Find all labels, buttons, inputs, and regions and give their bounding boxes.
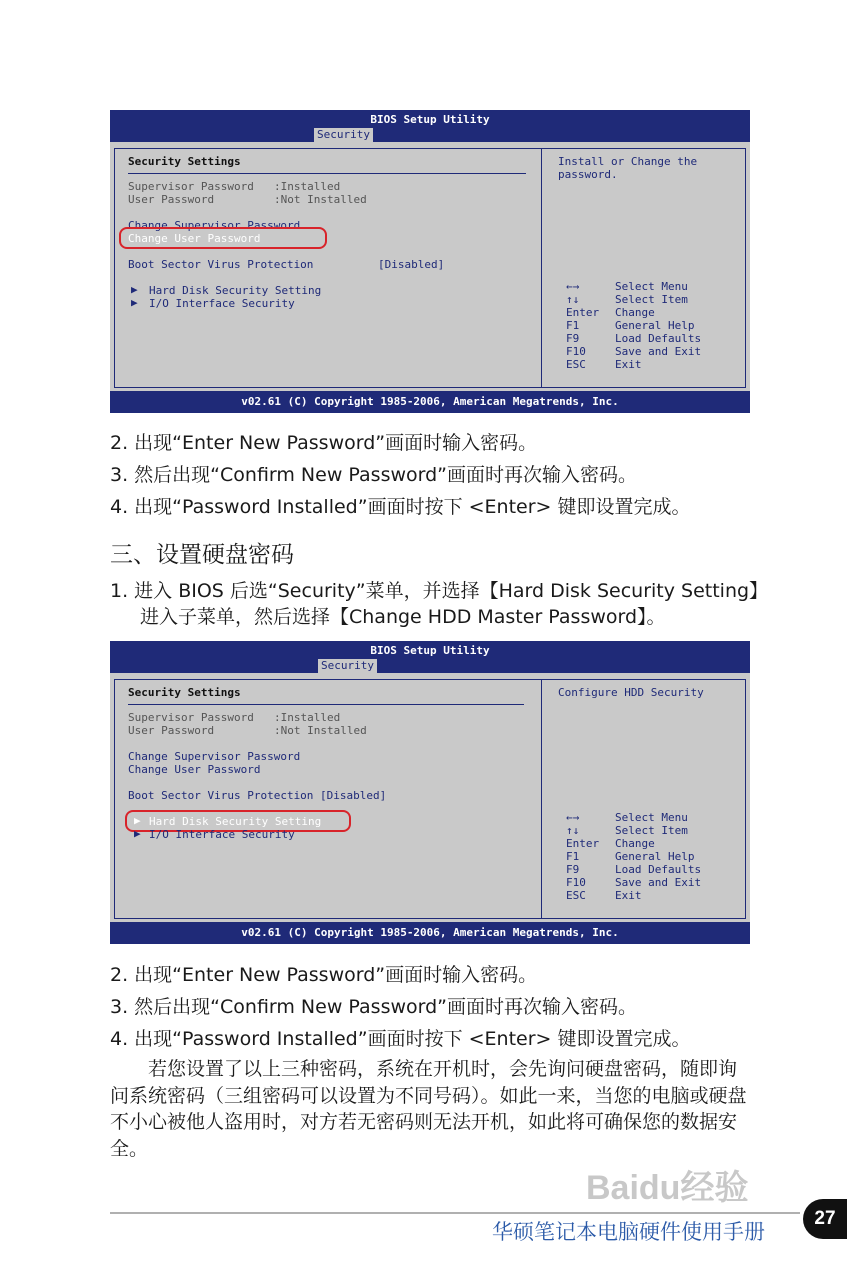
- key-action: Select Item: [615, 293, 688, 306]
- step-item: 2. 出现“Enter New Password”画面时输入密码。: [110, 964, 538, 986]
- key-action: Change: [615, 306, 655, 319]
- heading-rule: [128, 173, 526, 174]
- submenu-arrow-icon: ▶: [134, 827, 141, 840]
- key-action: Select Item: [615, 824, 688, 837]
- user-password-label: User Password: [128, 724, 215, 737]
- bios-divider: [541, 680, 542, 918]
- bios-screen-1: [110, 110, 750, 413]
- submenu-arrow-icon: ▶: [134, 814, 141, 827]
- page-number: 27: [803, 1199, 847, 1239]
- bios-main-frame: [114, 148, 746, 388]
- key-action: Change: [615, 837, 655, 850]
- key-name: ↑↓: [566, 824, 580, 837]
- supervisor-password-status: :Installed: [274, 180, 341, 193]
- key-name: F9: [566, 332, 580, 345]
- security-settings-heading: Security Settings: [128, 155, 241, 168]
- tab-security[interactable]: Security: [314, 128, 373, 142]
- supervisor-password-label: Supervisor Password: [128, 711, 254, 724]
- key-action: Select Menu: [615, 280, 688, 293]
- key-action: Load Defaults: [615, 863, 702, 876]
- user-password-label: User Password: [128, 193, 215, 206]
- key-name: Enter: [566, 837, 600, 850]
- key-action: Exit: [615, 358, 642, 371]
- boot-sector-virus-protection-item[interactable]: Boot Sector Virus Protection: [128, 258, 314, 271]
- key-name: F10: [566, 345, 586, 358]
- key-name: ←→: [566, 280, 580, 293]
- key-action: Exit: [615, 889, 642, 902]
- supervisor-password-status: :Installed: [274, 711, 341, 724]
- key-action: General Help: [615, 319, 695, 332]
- key-name: F1: [566, 319, 580, 332]
- user-password-status: :Not Installed: [274, 724, 367, 737]
- step-item-continuation: 进入子菜单，然后选择【Change HDD Master Password】。: [140, 606, 666, 628]
- step-item: 3. 然后出现“Confirm New Password”画面时再次输入密码。: [110, 996, 638, 1018]
- bios-divider: [541, 149, 542, 387]
- change-supervisor-password-item[interactable]: Change Supervisor Password: [128, 750, 301, 763]
- submenu-arrow-icon: ▶: [131, 283, 138, 296]
- io-interface-security-item[interactable]: I/O Interface Security: [149, 297, 295, 310]
- key-name: F10: [566, 876, 586, 889]
- bios-screen-2: [110, 641, 750, 944]
- key-name: ↑↓: [566, 293, 580, 306]
- footer-rule: [110, 1212, 800, 1214]
- step-item: 2. 出现“Enter New Password”画面时输入密码。: [110, 432, 538, 454]
- highlight-circle: [119, 227, 327, 249]
- bios-copyright-bar: v02.61 (C) Copyright 1985-2006, American Megatrends, Inc.: [110, 391, 750, 413]
- help-text: Configure HDD Security: [558, 686, 704, 699]
- change-user-password-item[interactable]: Change User Password: [128, 232, 261, 245]
- key-action: Select Menu: [615, 811, 688, 824]
- heading-rule: [128, 704, 524, 705]
- help-text: Install or Change the password.: [558, 155, 698, 181]
- tab-security[interactable]: Security: [318, 659, 377, 673]
- baidu-watermark: Baidu经验: [586, 1169, 749, 1207]
- boot-sector-virus-protection-value: [Disabled]: [378, 258, 445, 271]
- footer-title: 华硕笔记本电脑硬件使用手册: [492, 1220, 765, 1244]
- io-interface-security-item[interactable]: I/O Interface Security: [149, 828, 295, 841]
- key-name: ESC: [566, 358, 586, 371]
- bios-title-bar: [110, 641, 750, 673]
- hard-disk-security-setting-item[interactable]: Hard Disk Security Setting: [149, 815, 322, 828]
- supervisor-password-label: Supervisor Password: [128, 180, 254, 193]
- key-name: Enter: [566, 306, 600, 319]
- submenu-arrow-icon: ▶: [131, 296, 138, 309]
- bios-main-frame: [114, 679, 746, 919]
- step-item: 4. 出现“Password Installed”画面时按下 <Enter> 键即设置完成。: [110, 496, 691, 518]
- bios-title: BIOS Setup Utility: [370, 644, 490, 657]
- key-action: Save and Exit: [615, 345, 702, 358]
- change-supervisor-password-item[interactable]: Change Supervisor Password: [128, 219, 301, 232]
- user-password-status: :Not Installed: [274, 193, 367, 206]
- step-item: 4. 出现“Password Installed”画面时按下 <Enter> 键即设置完成。: [110, 1028, 691, 1050]
- key-name: ESC: [566, 889, 586, 902]
- key-name: F9: [566, 863, 580, 876]
- key-name: ←→: [566, 811, 580, 824]
- key-name: F1: [566, 850, 580, 863]
- section-title: 三、设置硬盘密码: [110, 542, 294, 568]
- boot-sector-virus-protection-item[interactable]: Boot Sector Virus Protection [Disabled]: [128, 789, 387, 802]
- security-settings-heading: Security Settings: [128, 686, 241, 699]
- key-action: Load Defaults: [615, 332, 702, 345]
- step-item: 1. 进入 BIOS 后选“Security”菜单，并选择【Hard Disk Security Setting】: [110, 580, 769, 602]
- bios-title-bar: [110, 110, 750, 142]
- step-item: 3. 然后出现“Confirm New Password”画面时再次输入密码。: [110, 464, 638, 486]
- bios-copyright-bar: v02.61 (C) Copyright 1985-2006, American Megatrends, Inc.: [110, 922, 750, 944]
- hard-disk-security-setting-item[interactable]: Hard Disk Security Setting: [149, 284, 322, 297]
- summary-paragraph: 若您设置了以上三种密码，系统在开机时，会先询问硬盘密码，随即询问系统密码（三组密码可以设置为不同号码）。如此一来，当您的电脑或硬盘不小心被他人盗用时，对方若无密码则无法开机，如此将可确保您的数据安全。: [110, 1058, 747, 1160]
- change-user-password-item[interactable]: Change User Password: [128, 763, 261, 776]
- key-action: General Help: [615, 850, 695, 863]
- key-action: Save and Exit: [615, 876, 702, 889]
- bios-title: BIOS Setup Utility: [370, 113, 490, 126]
